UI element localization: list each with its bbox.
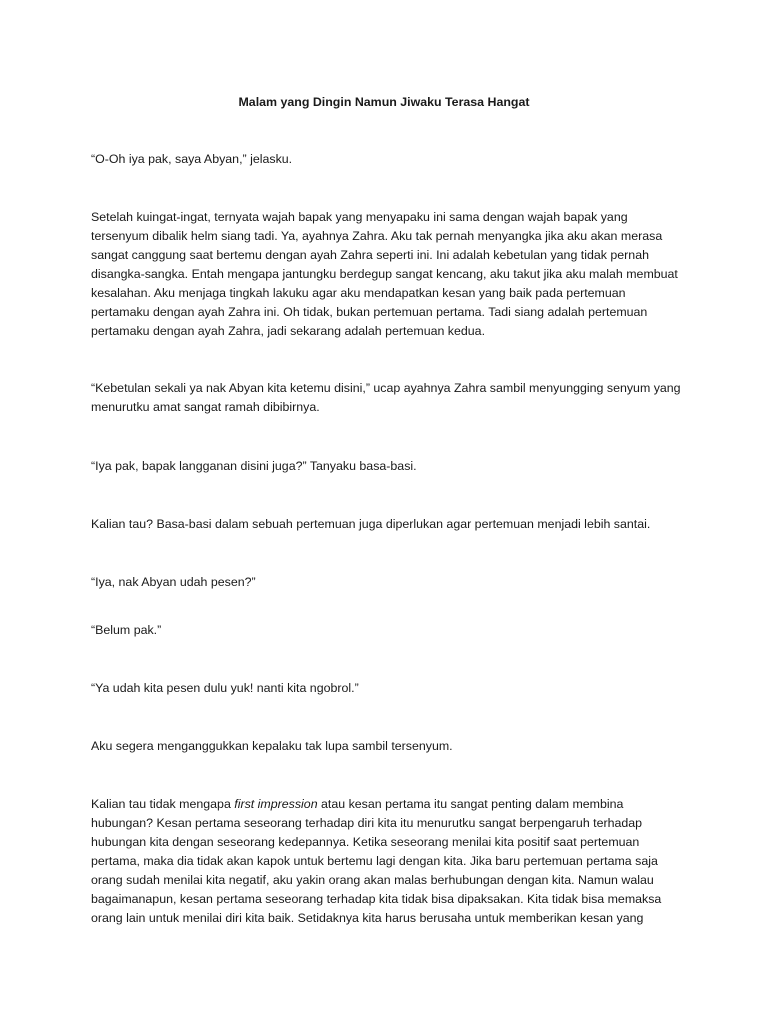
paragraph-10-italic: first impression bbox=[234, 797, 318, 811]
paragraph-9: Aku segera menganggukkan kepalaku tak lupa sambil tersenyum. bbox=[91, 739, 453, 753]
paragraph-8: “Ya udah kita pesen dulu yuk! nanti kita ngobrol.” bbox=[91, 681, 359, 695]
paragraph-10-start: Kalian tau tidak mengapa bbox=[91, 797, 235, 811]
document-title: Malam yang Dingin Namun Jiwaku Terasa Hangat bbox=[238, 95, 530, 109]
paragraph-1: “O-Oh iya pak, saya Abyan,” jelasku. bbox=[91, 152, 293, 166]
paragraph-3: “Kebetulan sekali ya nak Abyan kita ketemu disini,” ucap ayahnya Zahra sambil menyungging senyum yang menurutku amat sangat ramah dibibirnya. bbox=[91, 381, 681, 414]
paragraph-4: “Iya pak, bapak langganan disini juga?” Tanyaku basa-basi. bbox=[91, 459, 417, 473]
paragraph-5: Kalian tau? Basa-basi dalam sebuah pertemuan juga diperlukan agar pertemuan menjadi lebih santai. bbox=[91, 517, 651, 531]
paragraph-2: Setelah kuingat-ingat, ternyata wajah bapak yang menyapaku ini sama dengan wajah bapak yang tersenyum dibalik helm siang tadi. Ya, ayahnya Zahra. Aku tak pernah menyangka jika aku akan merasa sangat canggung saat bertemu dengan ayah Zahra seperti ini. Ini adalah kebetulan yang tidak pernah disangka-sangka. Entah mengapa jantungku berdegup sangat kencang, aku takut jika aku malah membuat kesalahan. Aku menjaga tingkah lakuku agar aku mendapatkan kesan yang baik pada pertemuan pertamaku dengan ayah Zahra ini. Oh tidak, bukan pertemuan pertama. Tadi siang adalah pertemuan pertamaku dengan ayah Zahra, jadi sekarang adalah pertemuan kedua. bbox=[91, 210, 678, 338]
paragraph-7: “Belum pak.” bbox=[91, 623, 162, 637]
paragraph-10-rest: atau kesan pertama itu sangat penting dalam membina hubungan? Kesan pertama seseorang terhadap diri kita itu menurutku sangat berpengaruh terhadap hubungan kita dengan seseorang kedepannya. Ketika seseorang menilai kita positif saat pertemuan pertama, maka dia tidak akan kapok untuk bertemu lagi dengan kita. Jika baru pertemuan pertama saja orang sudah menilai kita negatif, aku yakin orang akan malas berhubungan dengan kita. Namun walau bagaimanapun, kesan pertama seseorang terhadap kita tidak bisa dipaksakan. Kita tidak bisa memaksa orang lain untuk menilai diri kita baik. Setidaknya kita harus berusaha untuk memberikan kesan yang bbox=[91, 797, 662, 925]
paragraph-6: “Iya, nak Abyan udah pesen?” bbox=[91, 575, 256, 589]
paragraph-10 bbox=[91, 795, 681, 928]
